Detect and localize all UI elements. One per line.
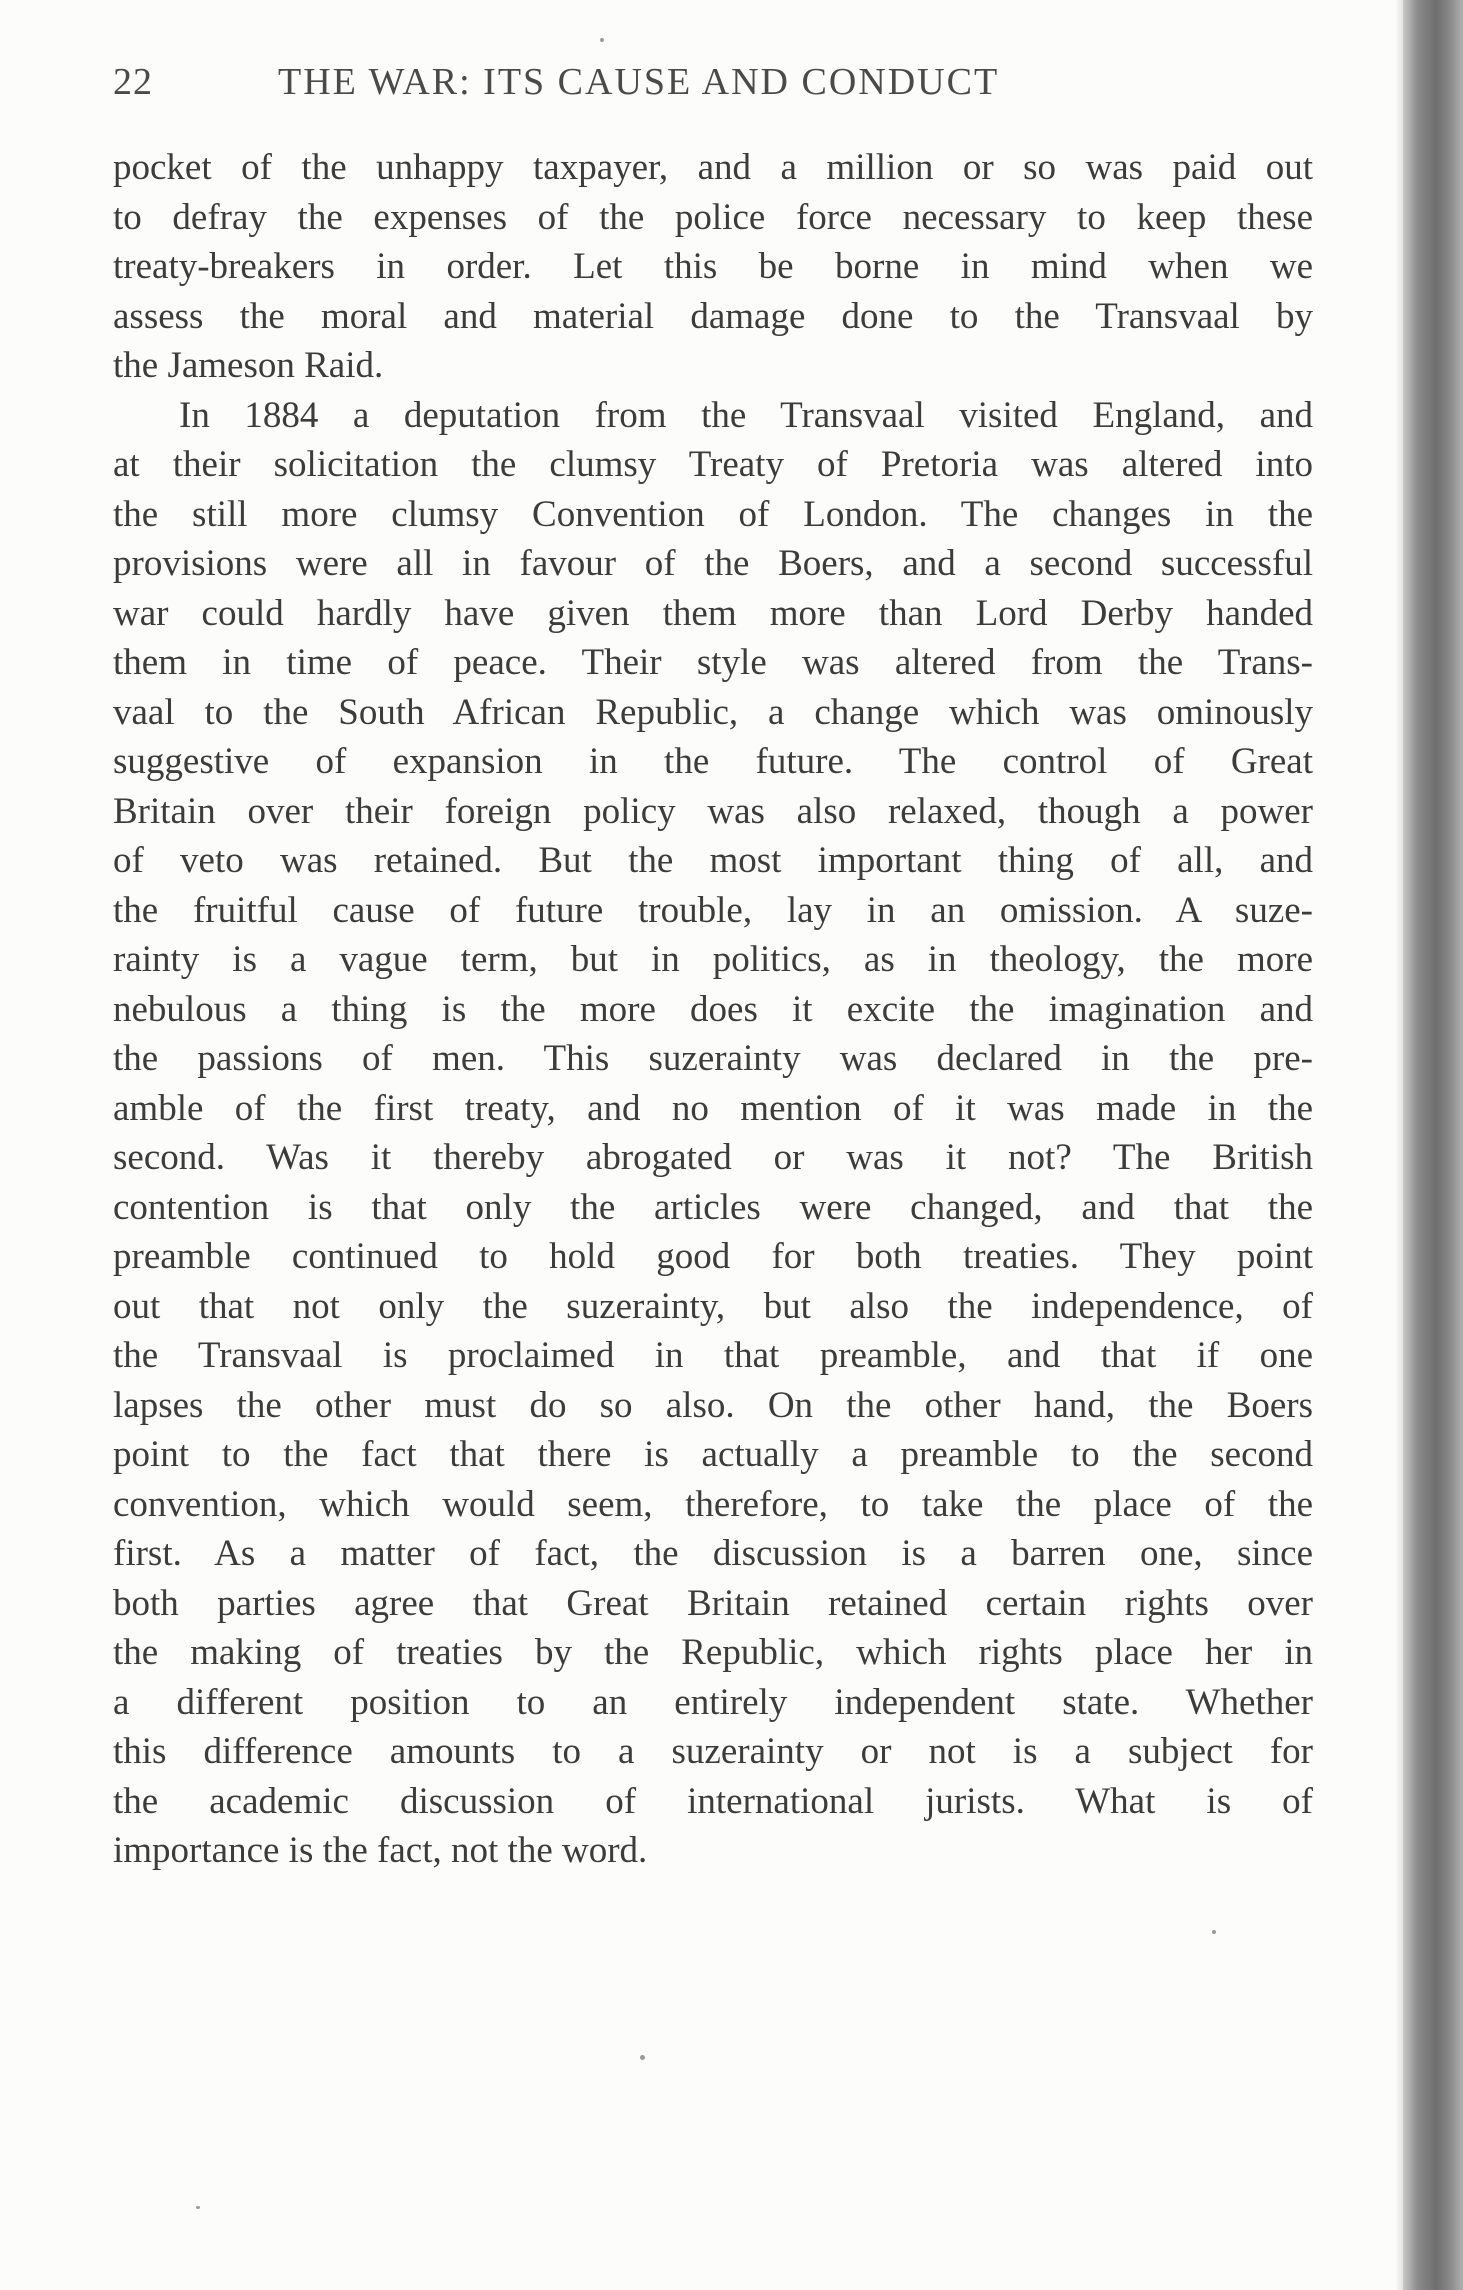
text-line: first. As a matter of fact, the discussion is a barren one, since (113, 1533, 1313, 1574)
paper-speck (640, 2055, 645, 2060)
paragraph (113, 391, 1313, 1876)
text-line: pocket of the unhappy taxpayer, and a million or so was paid out (113, 147, 1313, 188)
text-line: nebulous a thing is the more does it excite the imagination and (113, 988, 1313, 1030)
text-line: them in time of peace. Their style was altered from the Trans- (113, 642, 1313, 683)
page-header (113, 60, 1143, 110)
running-head: THE WAR: ITS CAUSE AND CONDUCT (278, 61, 1000, 103)
paper-speck (196, 2206, 200, 2209)
text-line: the fruitful cause of future trouble, lay in an omission. A suze- (113, 889, 1313, 931)
text-line: preamble continued to hold good for both treaties. They point (113, 1236, 1313, 1277)
text-line: point to the fact that there is actually a preamble to the second (113, 1434, 1313, 1475)
text-line: provisions were all in favour of the Boers, and a second successful (113, 543, 1313, 584)
text-line: Britain over their foreign policy was also relaxed, though a power (113, 790, 1313, 832)
text-line: importance is the fact, not the word. (113, 1830, 648, 1871)
text-line: second. Was it thereby abrogated or was it not? The British (113, 1137, 1313, 1178)
book-spine-edge (1403, 0, 1463, 2290)
text-line: suggestive of expansion in the future. The control of Great (113, 741, 1313, 782)
text-line: the passions of men. This suzerainty was declared in the pre- (113, 1038, 1313, 1079)
text-line: the academic discussion of international jurists. What is of (113, 1780, 1313, 1822)
text-line: rainty is a vague term, but in politics, as in theology, the more (113, 939, 1313, 980)
text-line: out that not only the suzerainty, but also the independence, of (113, 1285, 1313, 1327)
paper-speck (600, 38, 604, 42)
text-line: the Jameson Raid. (113, 345, 384, 386)
page-number: 22 (113, 61, 153, 103)
text-line: the Transvaal is proclaimed in that preamble, and that if one (113, 1335, 1313, 1376)
text-line: a different position to an entirely independent state. Whether (113, 1681, 1313, 1723)
text-line: lapses the other must do so also. On the other hand, the Boers (113, 1384, 1313, 1426)
text-line: both parties agree that Great Britain retained certain rights over (113, 1582, 1313, 1624)
text-line: this difference amounts to a suzerainty or not is a subject for (113, 1731, 1313, 1772)
text-line: contention is that only the articles were changed, and that the (113, 1186, 1313, 1228)
text-line: In 1884 a deputation from the Transvaal visited England, and (179, 394, 1313, 436)
text-line: assess the moral and material damage done to the Transvaal by (113, 295, 1313, 337)
text-line: the making of treaties by the Republic, which rights place her in (113, 1632, 1313, 1673)
text-line: amble of the first treaty, and no mention of it was made in the (113, 1087, 1313, 1129)
text-line: to defray the expenses of the police force necessary to keep these (113, 196, 1313, 238)
text-line: of veto was retained. But the most important thing of all, and (113, 840, 1313, 881)
text-line: treaty-breakers in order. Let this be borne in mind when we (113, 246, 1313, 287)
paragraph (113, 143, 1313, 391)
body-text (113, 143, 1313, 1876)
text-line: war could hardly have given them more than Lord Derby handed (113, 592, 1313, 634)
text-line: vaal to the South African Republic, a change which was ominously (113, 691, 1313, 733)
text-line: convention, which would seem, therefore, to take the place of the (113, 1483, 1313, 1525)
paper-speck (1212, 1930, 1216, 1934)
text-line: the still more clumsy Convention of London. The changes in the (113, 493, 1313, 535)
page-gutter-shadow (1395, 0, 1403, 2290)
text-line: at their solicitation the clumsy Treaty of Pretoria was altered into (113, 444, 1313, 485)
